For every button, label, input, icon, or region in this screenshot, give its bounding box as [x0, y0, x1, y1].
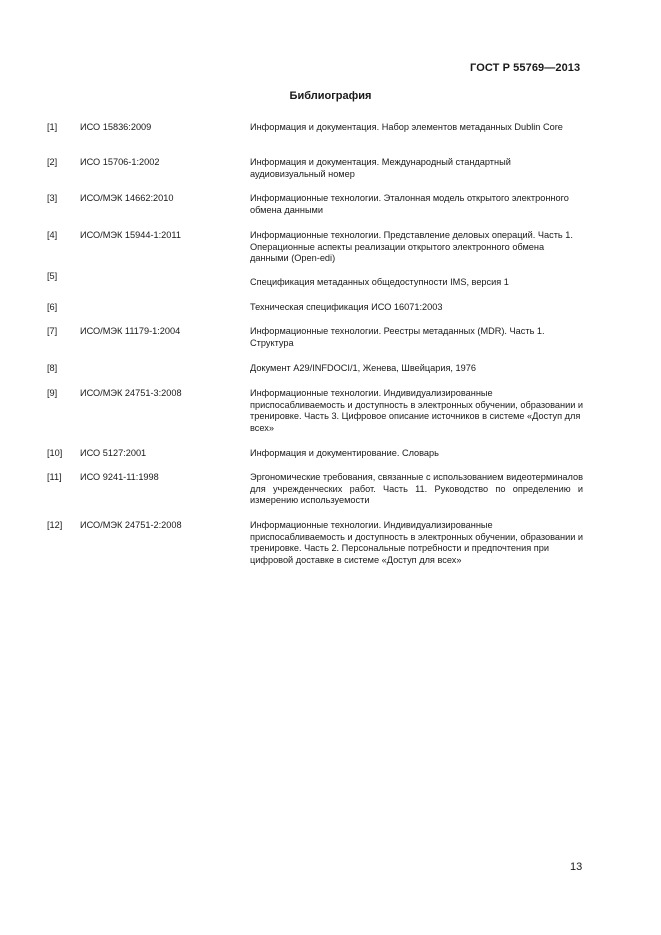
entry-code: ИСО 15706-1:2002 [80, 157, 160, 167]
entry-number: [6] [47, 302, 58, 312]
entry-number: [3] [47, 193, 58, 203]
bibliography-heading: Библиография [289, 90, 372, 102]
entry-number: [9] [47, 388, 58, 398]
entry-code: ИСО 15836:2009 [80, 122, 152, 132]
entry-code: ИСО/МЭК 14662:2010 [80, 193, 174, 203]
entry-title: Информационные технологии. Индивидуализированные приспосабливаемость и доступность в электронных обучении, образовании и тренировке. Часть 3. Цифровое описание источников в системе «Доступ для всех» [250, 388, 584, 433]
entry-number: [10] [47, 448, 63, 458]
entry-number: [7] [47, 326, 58, 336]
entry-code: ИСО/МЭК 24751-3:2008 [80, 388, 182, 398]
page-number: 13 [570, 861, 583, 873]
entry-title: Техническая спецификация ИСО 16071:2003 [250, 302, 443, 312]
entry-number: [2] [47, 157, 58, 167]
entry-code: ИСО/МЭК 11179-1:2004 [80, 326, 181, 336]
entry-title: Информационные технологии. Реестры метаданных (MDR). Часть 1. Структура [250, 326, 545, 348]
entry-number: [4] [47, 230, 58, 240]
entry-code: ИСО 9241-11:1998 [80, 472, 159, 482]
entry-code: ИСО/МЭК 15944-1:2011 [80, 230, 181, 240]
entry-title: Информационные технологии. Эталонная модель открытого электронного обмена данными [250, 193, 569, 215]
entry-number: [5] [47, 271, 58, 281]
entry-title: Информация и документация. Международный стандартный аудиовизуальный номер [250, 157, 511, 179]
entry-title: Документ A29/INFDOCI/1, Женева, Швейцария, 1976 [250, 363, 476, 373]
document-code: ГОСТ Р 55769—2013 [470, 62, 581, 74]
entry-number: [1] [47, 122, 58, 132]
entry-title: Информационные технологии. Индивидуализированные приспосабливаемость и доступность в электронных обучении, образовании и тренировке. Часть 2. Персональные потребности и предпочтения при цифровой доставке в системе «Доступ для всех» [250, 520, 584, 565]
entry-title: Информация и документация. Набор элементов метаданных Dublin Core [250, 122, 563, 132]
entry-title: Спецификация метаданных общедоступности IMS, версия 1 [250, 277, 509, 287]
entry-title: Эргономические требования, связанные с использованием видеотерминалов для учрежденческих работ. Часть 11. Руководство по определению и измерению используемости [250, 472, 583, 506]
entry-number: [11] [47, 472, 62, 482]
entry-code: ИСО 5127:2001 [80, 448, 147, 458]
entry-title: Информация и документирование. Словарь [250, 448, 439, 458]
entry-number: [12] [47, 520, 63, 530]
entry-title: Информационные технологии. Представление деловых операций. Часть 1. Операционные аспекты реализации открытого электронного обмена данными (Open-edi) [250, 230, 573, 264]
entry-code: ИСО/МЭК 24751-2:2008 [80, 520, 182, 530]
entry-number: [8] [47, 363, 58, 373]
